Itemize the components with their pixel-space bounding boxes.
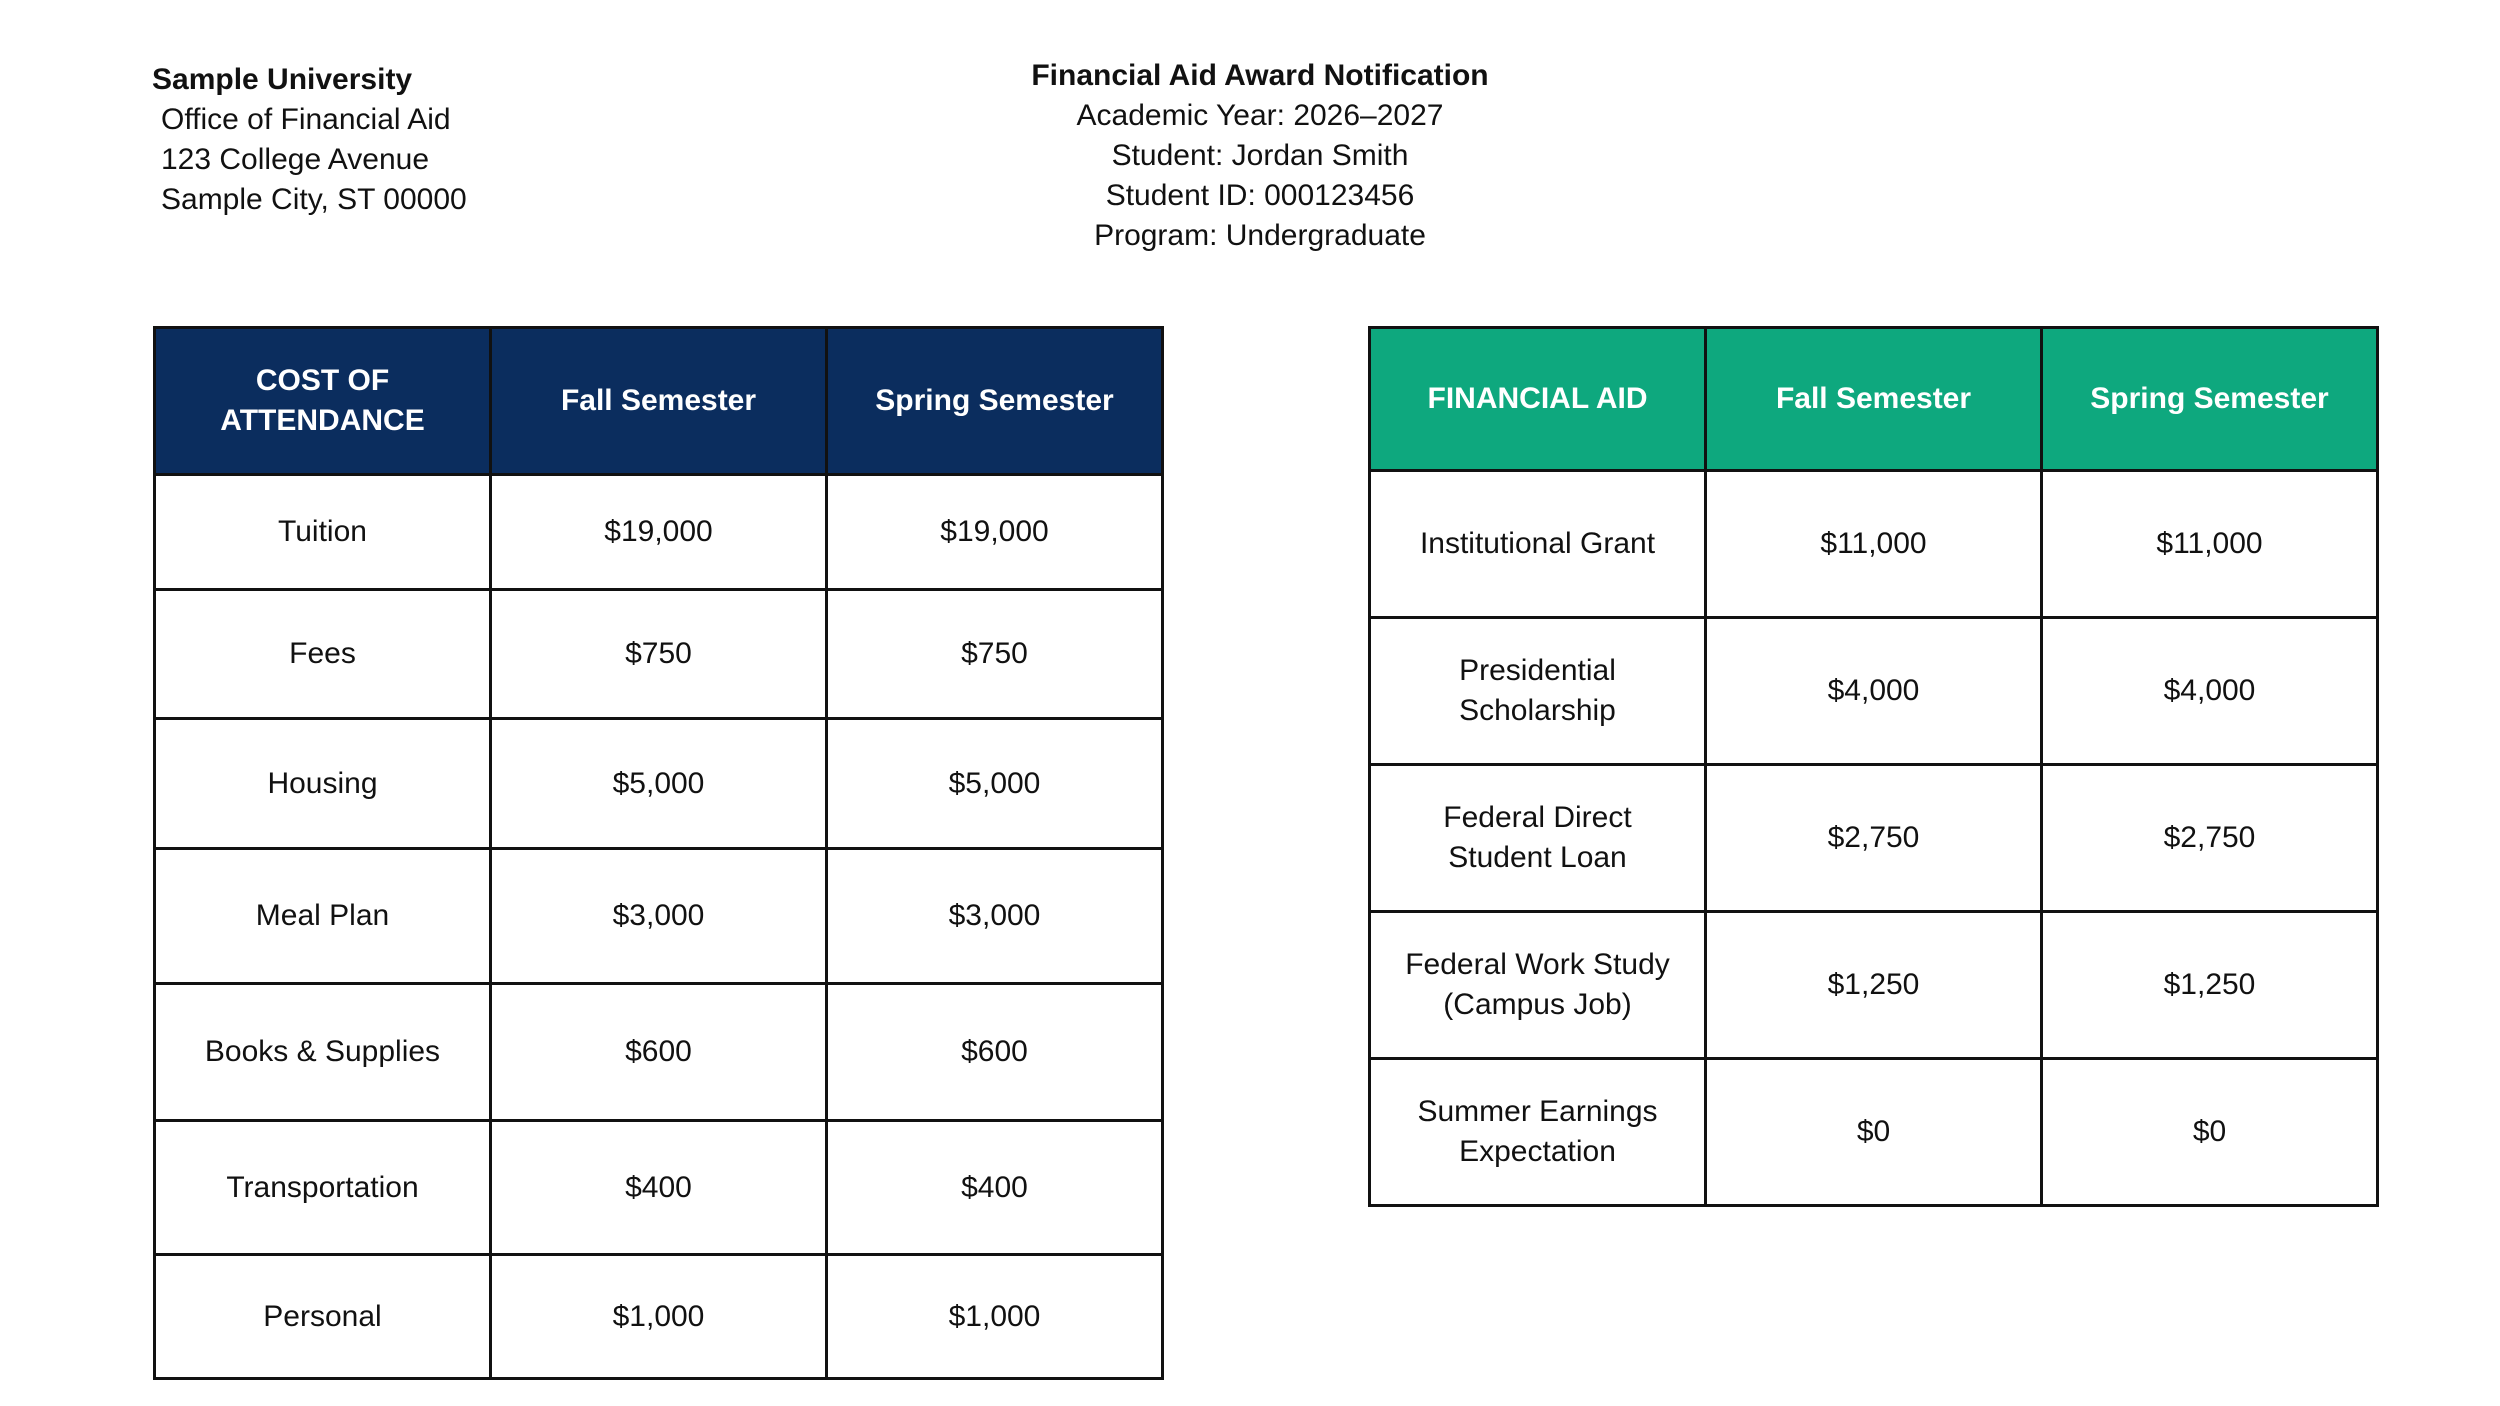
fall-amount: $11,000 (1706, 471, 2042, 618)
table-row (1370, 912, 2378, 1059)
spring-amount: $2,750 (2042, 765, 2378, 912)
fall-amount: $750 (491, 590, 827, 719)
table-row (1370, 1059, 2378, 1206)
spring-amount: $4,000 (2042, 618, 2378, 765)
aid-item: Institutional Grant (1370, 471, 1706, 618)
column-header: Spring Semester (2042, 328, 2378, 471)
university-name: Sample University (152, 63, 413, 96)
city-state-zip: Sample City, ST 00000 (161, 183, 467, 216)
academic-year: Academic Year: 2026–2027 (1076, 99, 1444, 132)
fall-amount: $19,000 (491, 475, 827, 590)
table-row (155, 719, 1163, 849)
table-row (155, 590, 1163, 719)
table-header-row (1370, 328, 2378, 471)
table-row (1370, 471, 2378, 618)
university-address (152, 60, 467, 220)
fall-amount: $4,000 (1706, 618, 2042, 765)
award-notice-header (960, 56, 1560, 256)
spring-amount: $3,000 (827, 849, 1163, 984)
office-name: Office of Financial Aid (161, 103, 451, 136)
fall-amount: $1,000 (491, 1255, 827, 1379)
cost-item: Personal (155, 1255, 491, 1379)
column-header: Fall Semester (1706, 328, 2042, 471)
table-row (1370, 765, 2378, 912)
financial-aid-table (1368, 326, 2379, 1207)
table-row (1370, 618, 2378, 765)
aid-item: Summer Earnings Expectation (1370, 1059, 1706, 1206)
cost-of-attendance-table (153, 326, 1164, 1380)
student-name: Student: Jordan Smith (1111, 139, 1409, 172)
aid-item: Federal Work Study (Campus Job) (1370, 912, 1706, 1059)
column-header: Fall Semester (491, 328, 827, 475)
table-row (155, 984, 1163, 1121)
notice-title: Financial Aid Award Notification (1031, 59, 1489, 92)
spring-amount: $5,000 (827, 719, 1163, 849)
column-header: Spring Semester (827, 328, 1163, 475)
aid-item: Federal Direct Student Loan (1370, 765, 1706, 912)
fall-amount: $3,000 (491, 849, 827, 984)
fall-amount: $1,250 (1706, 912, 2042, 1059)
spring-amount: $1,250 (2042, 912, 2378, 1059)
table-row (155, 1121, 1163, 1255)
cost-item: Fees (155, 590, 491, 719)
fall-amount: $400 (491, 1121, 827, 1255)
student-id: Student ID: 000123456 (1105, 179, 1415, 212)
spring-amount: $11,000 (2042, 471, 2378, 618)
street-address: 123 College Avenue (161, 143, 430, 176)
fall-amount: $2,750 (1706, 765, 2042, 912)
column-header: FINANCIAL AID (1370, 328, 1706, 471)
spring-amount: $0 (2042, 1059, 2378, 1206)
cost-item: Tuition (155, 475, 491, 590)
column-header: COST OF ATTENDANCE (155, 328, 491, 475)
spring-amount: $750 (827, 590, 1163, 719)
spring-amount: $600 (827, 984, 1163, 1121)
fall-amount: $0 (1706, 1059, 2042, 1206)
aid-item: Presidential Scholarship (1370, 618, 1706, 765)
cost-item: Transportation (155, 1121, 491, 1255)
cost-item: Meal Plan (155, 849, 491, 984)
cost-item: Housing (155, 719, 491, 849)
spring-amount: $400 (827, 1121, 1163, 1255)
cost-item: Books & Supplies (155, 984, 491, 1121)
spring-amount: $19,000 (827, 475, 1163, 590)
spring-amount: $1,000 (827, 1255, 1163, 1379)
table-row (155, 1255, 1163, 1379)
table-header-row (155, 328, 1163, 475)
table-row (155, 849, 1163, 984)
fall-amount: $600 (491, 984, 827, 1121)
fall-amount: $5,000 (491, 719, 827, 849)
table-row (155, 475, 1163, 590)
program: Program: Undergraduate (1094, 219, 1426, 252)
